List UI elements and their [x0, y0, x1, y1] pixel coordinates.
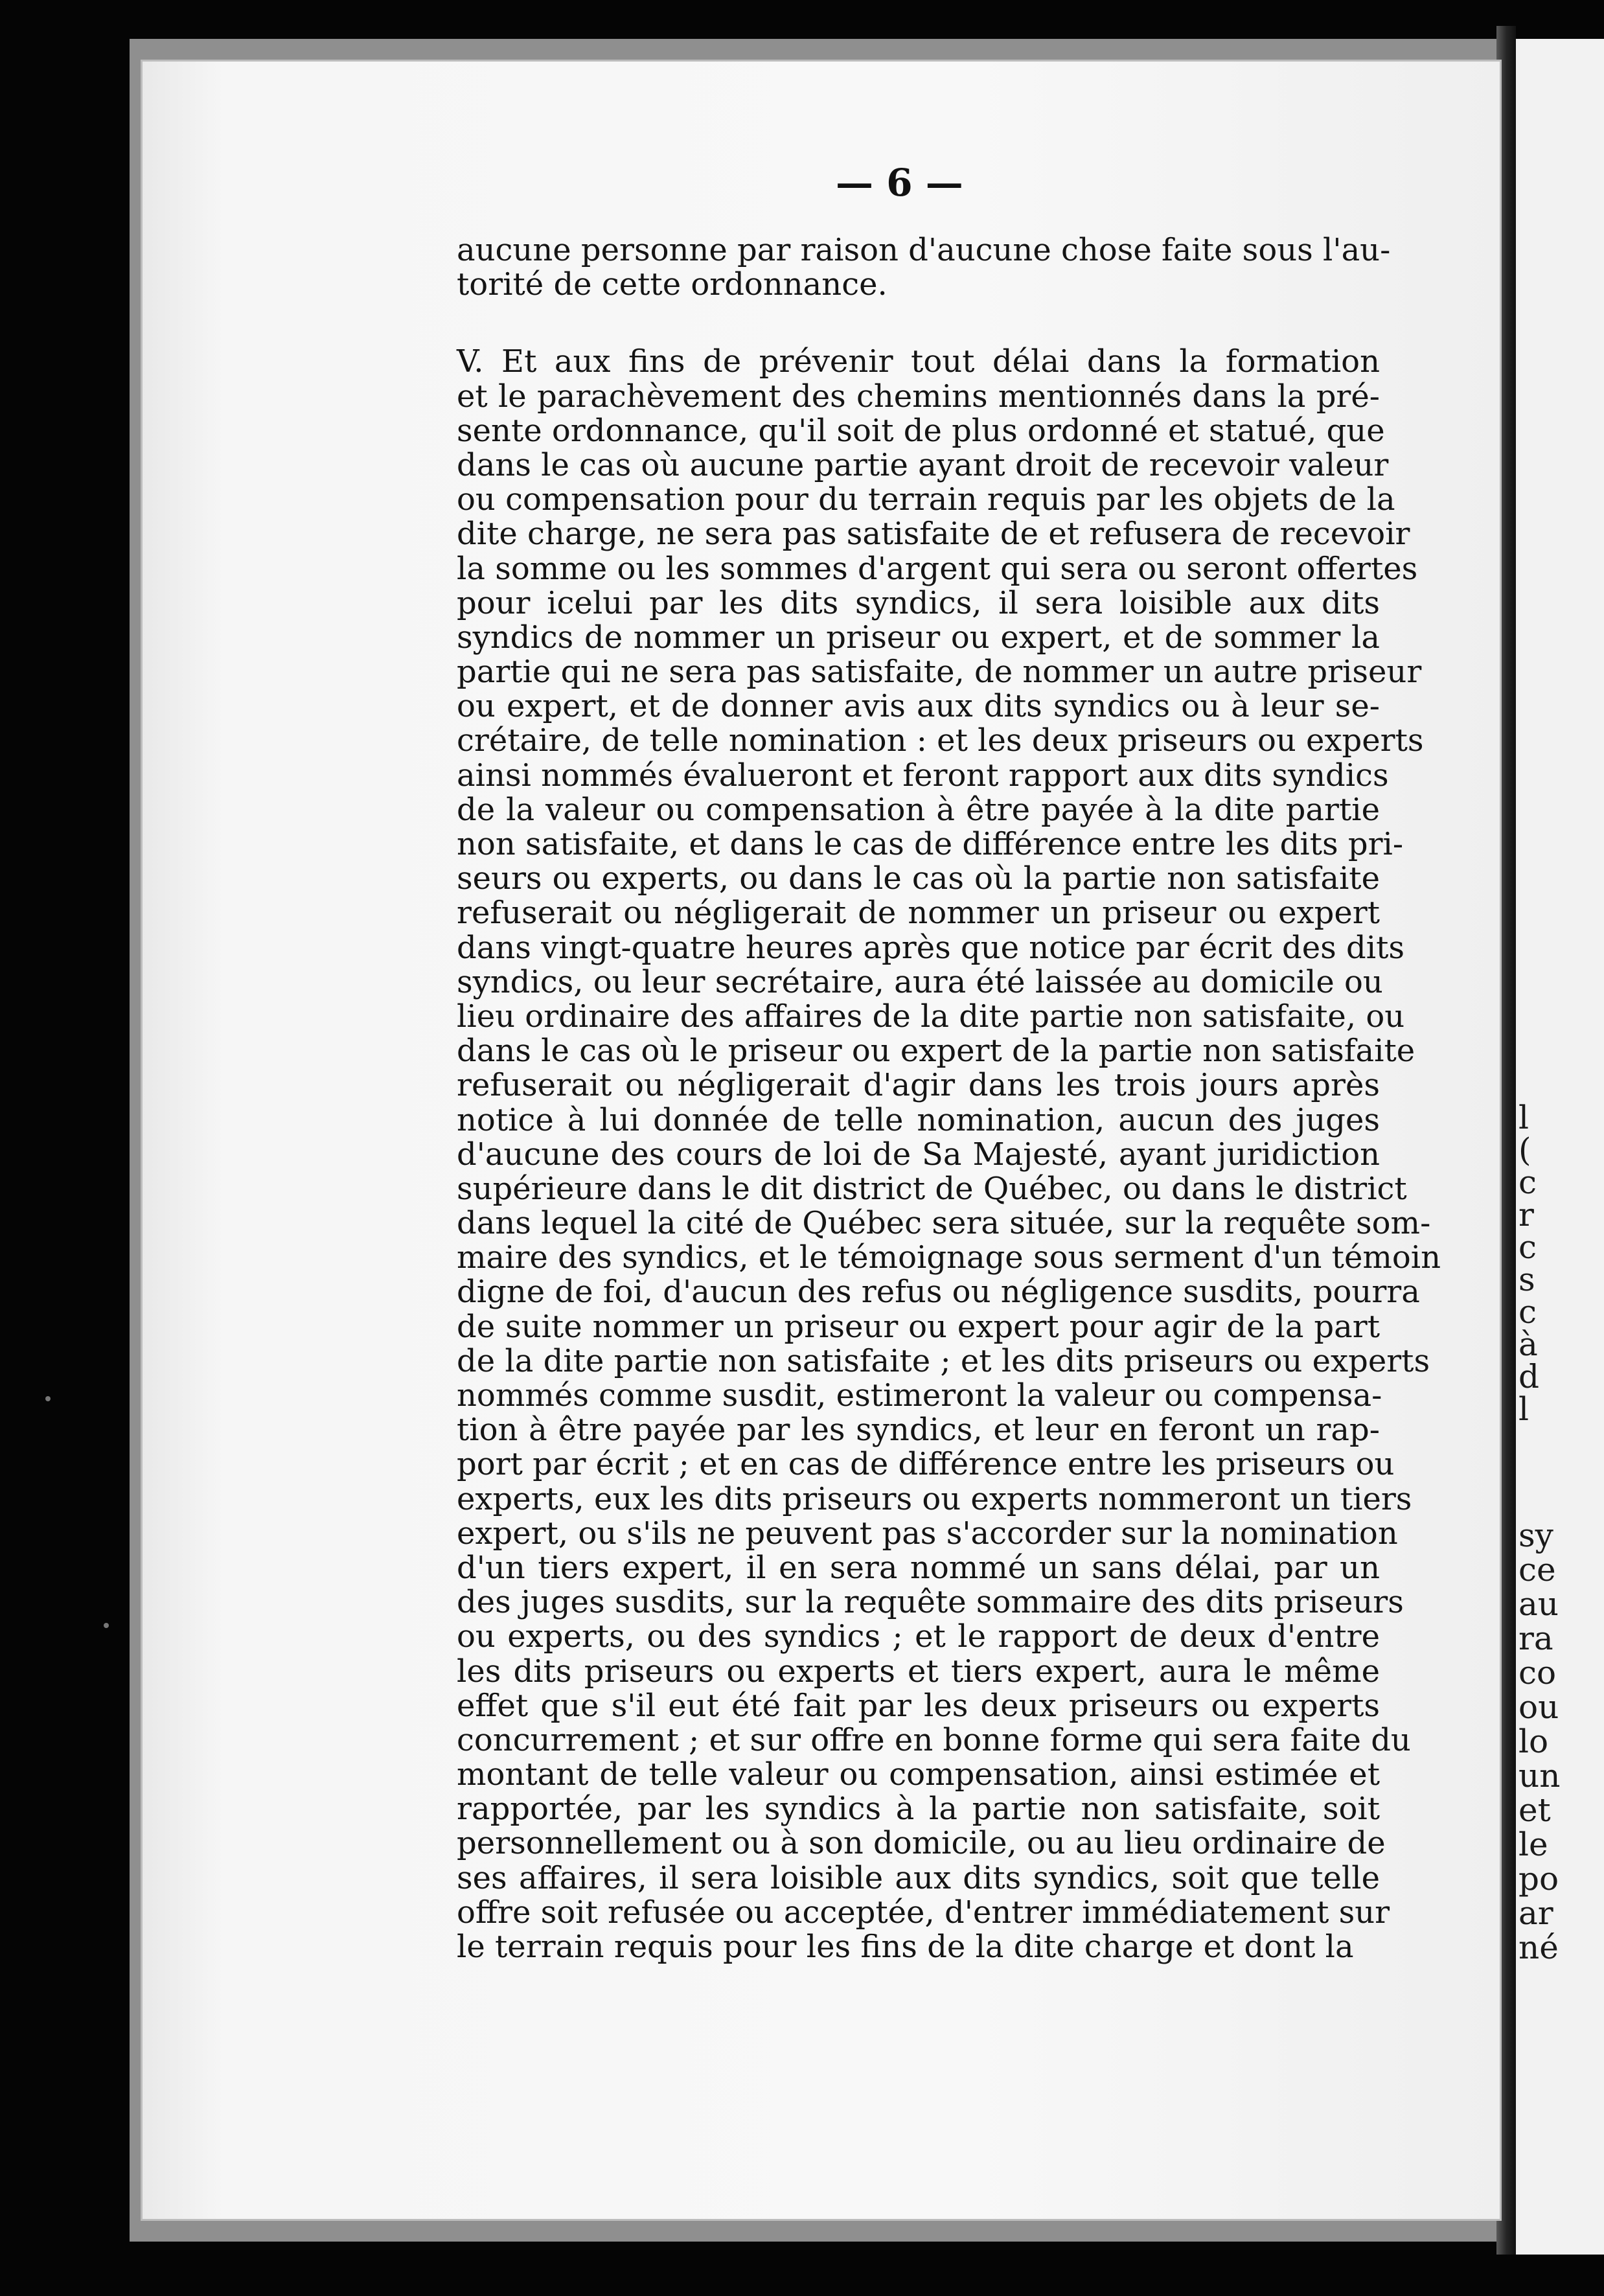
body-text: [457, 232, 1441, 1965]
facing-page-fragment: né: [1518, 1929, 1559, 1966]
text-line: effet que s'il eut été fait par les deux priseurs ou experts: [457, 1687, 1380, 1724]
facing-page-fragment: lo: [1518, 1723, 1549, 1760]
text-line: partie qui ne sera pas satisfaite, de nommer un autre priseur: [457, 654, 1422, 691]
text-line: dans le cas où le priseur ou expert de la partie non satisfaite: [457, 1033, 1415, 1070]
text-line: syndics, ou leur secrétaire, aura été laissée au domicile ou: [457, 963, 1383, 1000]
text-line: concurrement ; et sur offre en bonne forme qui sera faite du: [457, 1721, 1411, 1758]
facing-page-fragment: r: [1518, 1196, 1534, 1234]
text-line: personnellement ou à son domicile, ou au lieu ordinaire de: [457, 1825, 1386, 1862]
text-line: expert, ou s'ils ne peuvent pas s'accorder sur la nomination: [457, 1515, 1398, 1552]
facing-page-fragment: po: [1518, 1860, 1559, 1898]
text-line: de suite nommer un priseur ou expert pour agir de la part: [457, 1308, 1380, 1345]
text-line: pour icelui par les dits syndics, il sera loisible aux dits: [457, 584, 1380, 621]
text-line: syndics de nommer un priseur ou expert, et de sommer la: [457, 619, 1380, 656]
facing-page-fragment: d: [1518, 1358, 1540, 1395]
text-line: et le parachèvement des chemins mentionnés dans la pré-: [457, 378, 1380, 415]
facing-page-fragment: ce: [1518, 1551, 1556, 1589]
text-line: offre soit refusée ou acceptée, d'entrer immédiatement sur: [457, 1894, 1390, 1931]
facing-page-fragment: l: [1518, 1099, 1529, 1136]
text-line: aucune personne par raison d'aucune chose faite sous l'au-: [457, 232, 1391, 268]
text-line: le terrain requis pour les fins de la dite charge et dont la: [457, 1929, 1354, 1965]
text-line: ainsi nommés évalueront et feront rapport aux dits syndics: [457, 757, 1389, 794]
text-line: ou expert, et de donner avis aux dits syndics ou à leur se-: [457, 688, 1380, 725]
text-line: dans lequel la cité de Québec sera située, sur la requête som-: [457, 1205, 1431, 1242]
facing-page-fragment: c: [1518, 1228, 1537, 1266]
text-line: les dits priseurs ou experts et tiers expert, aura le même: [457, 1653, 1380, 1690]
facing-page-fragment: ou: [1518, 1688, 1559, 1726]
scan-speck: [104, 1623, 109, 1628]
text-line: dite charge, ne sera pas satisfaite de et refusera de recevoir: [457, 516, 1410, 553]
scan-speck: [45, 1396, 51, 1401]
text-line: dans vingt-quatre heures après que notice par écrit des dits: [457, 929, 1404, 966]
text-line: lieu ordinaire des affaires de la dite partie non satisfaite, ou: [457, 998, 1405, 1035]
facing-page-fragment: ra: [1518, 1620, 1553, 1657]
text-line: de la valeur ou compensation à être payée à la dite partie: [457, 791, 1380, 828]
text-line: ou compensation pour du terrain requis par les objets de la: [457, 481, 1395, 518]
text-line: des juges susdits, sur la requête sommaire des dits priseurs: [457, 1584, 1404, 1621]
text-line: dans le cas où aucune partie ayant droit de recevoir valeur: [457, 446, 1389, 483]
text-line: maire des syndics, et le témoignage sous serment d'un témoin: [457, 1239, 1441, 1276]
facing-page-fragment: ar: [1518, 1894, 1553, 1932]
text-line: rapportée, par les syndics à la partie non satisfaite, soit: [457, 1791, 1380, 1828]
text-line: digne de foi, d'aucun des refus ou négligence susdits, pourra: [457, 1274, 1420, 1311]
text-line: experts, eux les dits priseurs ou experts nommeront un tiers: [457, 1480, 1412, 1517]
text-line: torité de cette ordonnance.: [457, 266, 888, 303]
text-line: refuserait ou négligerait de nommer un priseur ou expert: [457, 895, 1380, 932]
text-line: non satisfaite, et dans le cas de différence entre les dits pri-: [457, 826, 1404, 862]
text-line: tion à être payée par les syndics, et leur en feront un rap-: [457, 1412, 1380, 1449]
text-line: V. Et aux fins de prévenir tout délai dans la formation: [457, 343, 1380, 380]
text-line: refuserait ou négligerait d'agir dans les trois jours après: [457, 1067, 1380, 1104]
facing-page-fragment: co: [1518, 1654, 1557, 1692]
facing-page-fragment: le: [1518, 1826, 1548, 1863]
text-line: de la dite partie non satisfaite ; et les dits priseurs ou experts: [457, 1342, 1430, 1379]
text-line: ou experts, ou des syndics ; et le rapport de deux d'entre: [457, 1618, 1380, 1655]
facing-page-fragment: s: [1518, 1261, 1535, 1298]
facing-page-fragment: à: [1518, 1326, 1538, 1363]
facing-page-fragment: c: [1518, 1293, 1537, 1331]
text-line: sente ordonnance, qu'il soit de plus ordonné et statué, que: [457, 412, 1385, 449]
paragraph-gap: [457, 302, 1380, 345]
facing-page-fragment: sy: [1518, 1517, 1553, 1554]
facing-page-fragment: un: [1518, 1757, 1561, 1795]
facing-page-edge: [1516, 39, 1604, 2255]
text-line: notice à lui donnée de telle nomination, aucun des juges: [457, 1101, 1380, 1138]
facing-page-fragment: et: [1518, 1791, 1551, 1829]
facing-page-fragment: (: [1518, 1131, 1531, 1169]
facing-page-fragment: l: [1518, 1390, 1529, 1428]
text-line: montant de telle valeur ou compensation, ainsi estimée et: [457, 1756, 1380, 1793]
facing-page-fragment: au: [1518, 1585, 1559, 1623]
text-line: nommés comme susdit, estimeront la valeur ou compensa-: [457, 1377, 1382, 1414]
page-number: — 6 —: [836, 161, 963, 205]
text-line: d'un tiers expert, il en sera nommé un sans délai, par un: [457, 1549, 1380, 1586]
facing-page-fragment: c: [1518, 1164, 1537, 1201]
text-line: supérieure dans le dit district de Québec, ou dans le district: [457, 1170, 1407, 1207]
text-line: port par écrit ; et en cas de différence entre les priseurs ou: [457, 1446, 1395, 1483]
text-line: d'aucune des cours de loi de Sa Majesté, ayant juridiction: [457, 1136, 1380, 1173]
text-line: ses affaires, il sera loisible aux dits syndics, soit que telle: [457, 1859, 1380, 1896]
text-line: la somme ou les sommes d'argent qui sera ou seront offertes: [457, 550, 1418, 587]
text-line: crétaire, de telle nomination : et les deux priseurs ou experts: [457, 722, 1424, 759]
text-line: seurs ou experts, ou dans le cas où la partie non satisfaite: [457, 860, 1380, 897]
